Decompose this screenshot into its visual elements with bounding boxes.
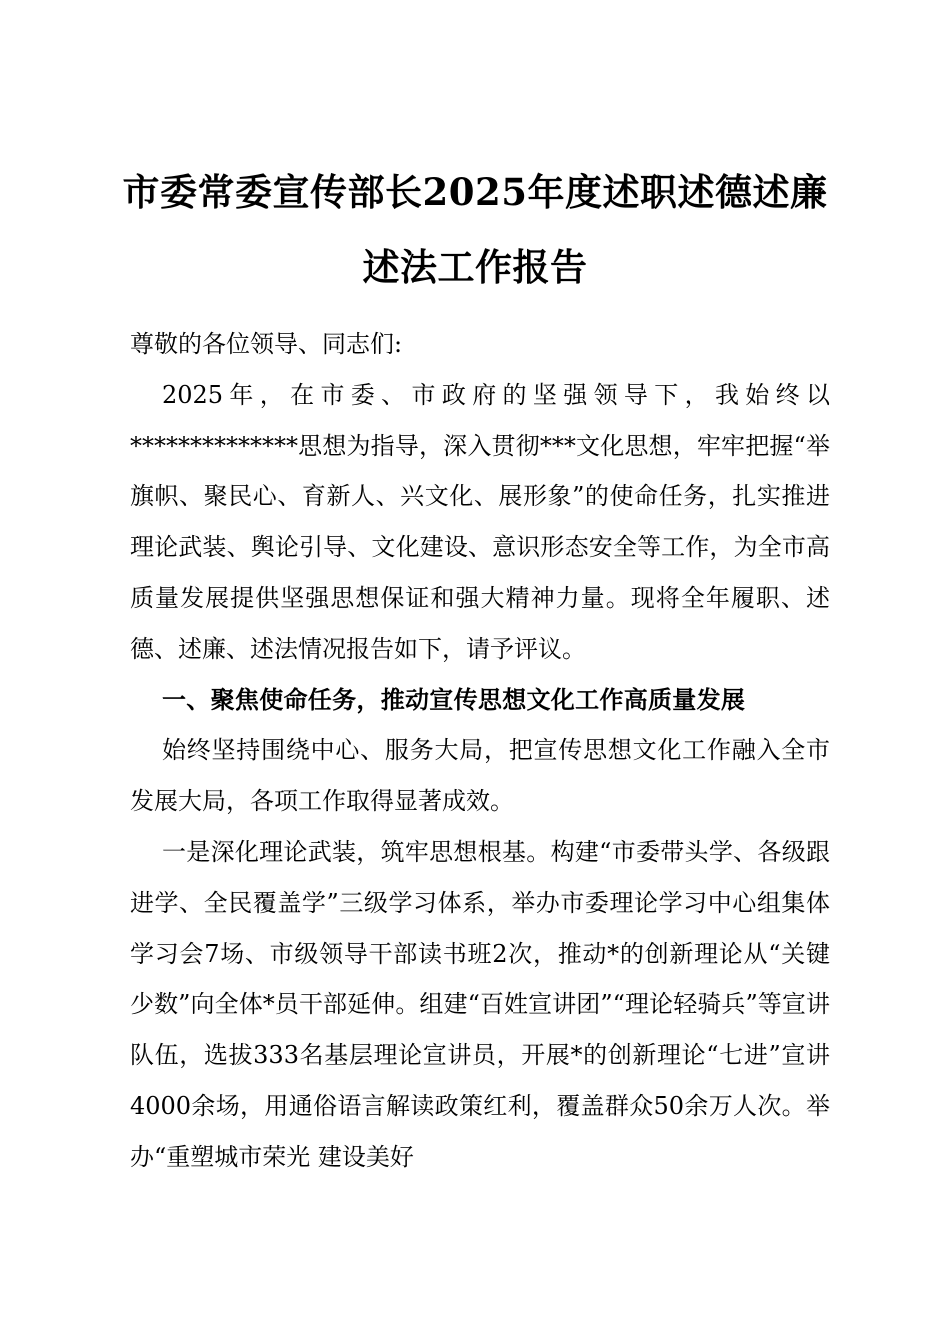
- section-1-paragraph-2: 一是深化理论武装，筑牢思想根基。构建“市委带头学、各级跟进学、全民覆盖学”三级学习体系，举办市委理论学习中心组集体学习会7场、市级领导干部读书班2次，推动*的创新理论从“关键少数”向全体*员干部延伸。组建“百姓宣讲团”“理论轻骑兵”等宣讲队伍，选拔333名基层理论宣讲员，开展*的创新理论“七进”宣讲4000余场，用通俗语言解读政策红利，覆盖群众50余万人次。举办“重塑城市荣光 建设美好: [130, 837, 830, 1171]
- intro-paragraph: 2025年，在市委、市政府的坚强领导下，我始终以**************思想为指导，深入贯彻***文化思想，牢牢把握“举旗帜、聚民心、育新人、兴文化、展形象”的使命任务，扎实推进理论武装、舆论引导、文化建设、意识形态安全等工作，为全市高质量发展提供坚强思想保证和强大精神力量。现将全年履职、述德、述廉、述法情况报告如下，请予评议。: [130, 380, 830, 663]
- document-title-line-1: 市委常委宣传部长2025年度述职述德述廉: [122, 170, 828, 214]
- salutation: 尊敬的各位领导、同志们:: [130, 330, 403, 358]
- section-1-paragraph-1: 始终坚持围绕中心、服务大局，把宣传思想文化工作融入全市发展大局，各项工作取得显著成效。: [130, 736, 830, 816]
- section-1-heading: 一、聚焦使命任务，推动宣传思想文化工作高质量发展: [162, 685, 746, 714]
- document-title-line-2: 述法工作报告: [362, 245, 588, 289]
- document-body: [130, 319, 830, 1183]
